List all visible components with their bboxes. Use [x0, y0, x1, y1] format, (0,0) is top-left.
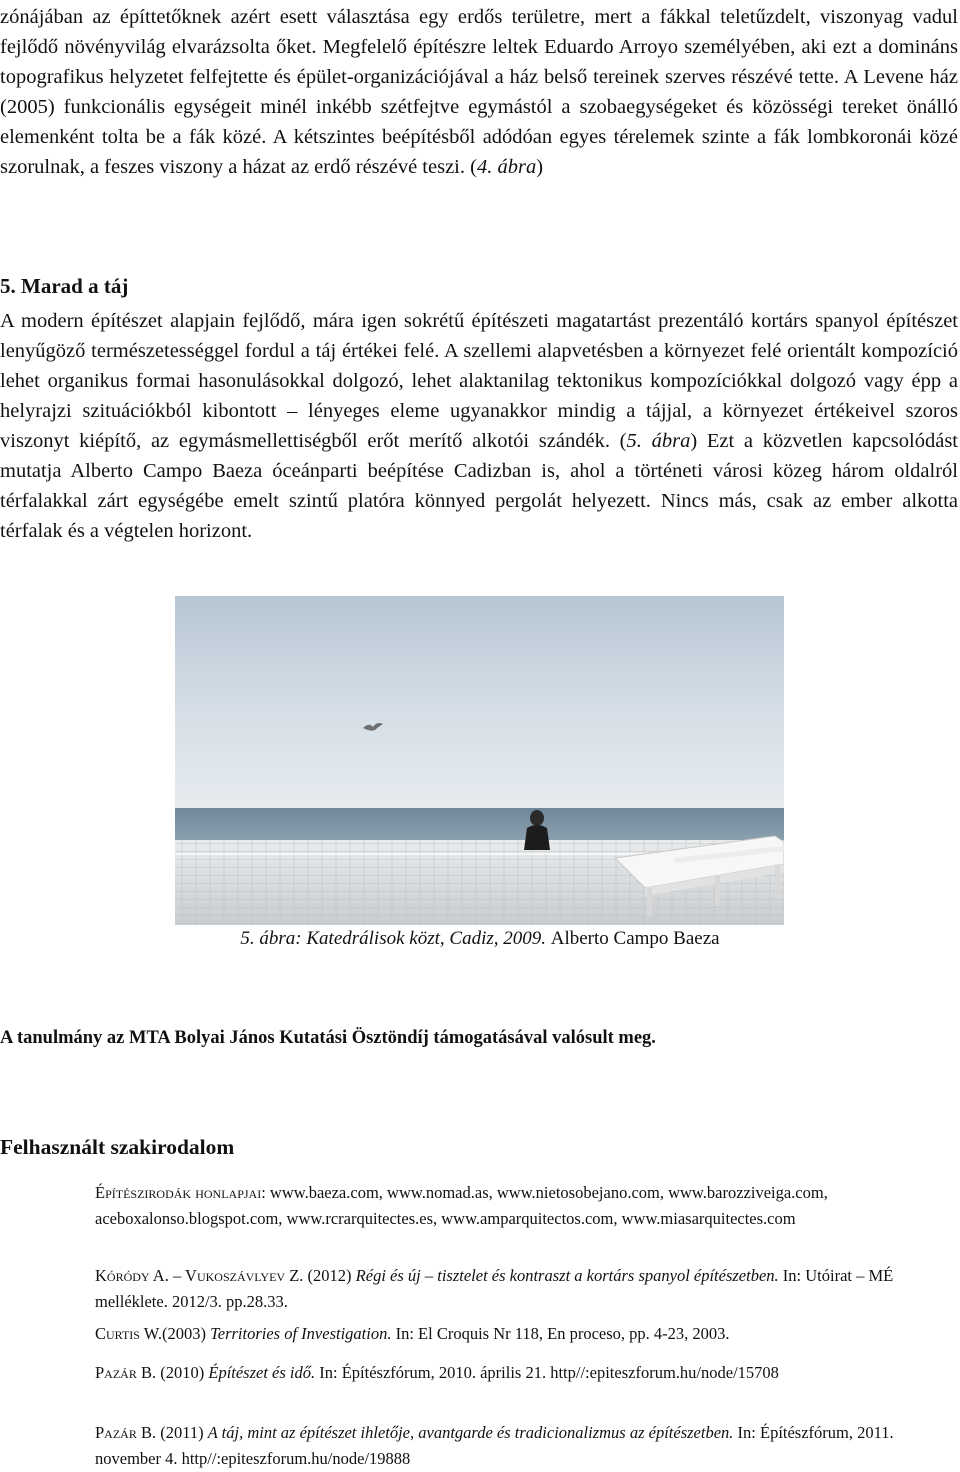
body-paragraph-2 — [0, 306, 958, 546]
reference-3-author: Curtis W. — [95, 1324, 162, 1343]
reference-4 — [95, 1360, 955, 1386]
reference-5 — [95, 1420, 955, 1472]
references-title: Felhasznált szakirodalom — [0, 1135, 235, 1159]
reference-4-author: Pazár B. — [95, 1363, 157, 1382]
reference-4-year: (2010) — [156, 1363, 209, 1382]
paragraph-1-end: ) — [536, 156, 544, 178]
reference-5-year: (2011) — [156, 1423, 208, 1442]
figure-caption-title: 5. ábra: Katedrálisok közt, Cadiz, 2009. — [240, 928, 546, 949]
reference-2-title: Régi és új – tisztelet és kontraszt a kortárs spanyol építészetben. — [355, 1266, 779, 1285]
sea — [175, 808, 784, 840]
sky — [175, 596, 784, 808]
paragraph-1-text: zónájában az építtetőknek azért esett választása egy erdős területre, mert a fákkal teletűzdelt, viszonyag vadul fejlődő növényvilág elvarázsolta őket. Megfelelő építészre leltek Eduardo Arroyo személyében, aki ezt a domináns topografikus helyzetet felfejtette és épület-organizációjával a ház belső tereinek szerves részévé tette. A Levene ház (2005) funkcionális egységeit minél inkébb szétfejtve egymástól a szobaegységeket és közösségi tereket önálló elemenként tolta be a fák közé. A kétszintes beépítésből adódóan egyes térelemek szinte a fák lombkoronái közé szorulnak, a feszes viszony a házat az erdő részévé teszi. ( — [0, 6, 958, 178]
reference-2-source: In: Utóirat – MÉ melléklete. 2012/3. pp.28.33. — [95, 1266, 894, 1311]
section-heading: 5. Marad a táj — [0, 274, 129, 298]
funding-note: A tanulmány az MTA Bolyai János Kutatási Ösztöndíj támogatásával valósult meg. — [0, 1028, 656, 1048]
reference-5-source: In: Építészfórum, 2011. november 4. http//:epiteszforum.hu/node/19888 — [95, 1423, 894, 1468]
reference-3-source: In: El Croquis Nr 118, En proceso, pp. 4-23, 2003. — [391, 1324, 730, 1343]
reference-4-title: Építészet és idő. — [208, 1363, 316, 1382]
body-paragraph-1 — [0, 2, 958, 182]
photo-illustration — [175, 596, 784, 925]
reference-3-year: (2003) — [161, 1324, 211, 1343]
figure-caption-author: Alberto Campo Baeza — [550, 928, 720, 949]
reference-2 — [95, 1263, 955, 1315]
reference-1-author: Építészirodák honlapjai — [95, 1183, 262, 1202]
figure-reference-5: 5. ábra — [626, 430, 691, 452]
reference-5-author: Pazár B. — [95, 1423, 157, 1442]
reference-4-source: In: Építészfórum, 2010. április 21. http//:epiteszforum.hu/node/15708 — [315, 1363, 779, 1382]
paragraph-2-text-b: ) Ezt a közvetlen kapcsolódást mutatja Alberto Campo Baeza óceánparti beépítése Cadizban is, ahol a történeti városi közeg három oldalról térfalakkal zárt egységébe emelt szintű platóra könnyed pergolát helyezett. Nincs más, csak az ember alkotta térfalak és a végtelen horizont. — [0, 430, 959, 542]
reference-1-text: : www.baeza.com, www.nomad.as, www.nietosobejano.com, www.barozziveiga.com, aceboxalonso.blogspot.com, www.rcrarquitectes.es, www.amparquitectos.com, www.miasarquitectes.com — [95, 1183, 828, 1228]
figure-reference-4: 4. ábra — [476, 156, 537, 178]
reference-1 — [95, 1180, 955, 1232]
reference-3 — [95, 1321, 955, 1347]
reference-5-title: A táj, mint az építészet ihletője, avantgarde és tradicionalizmus az építészetben. — [207, 1423, 734, 1442]
figure-photo-cadiz-plaza — [175, 596, 784, 925]
reference-2-author: Kóródy A. – Vukoszávlyev Z. — [95, 1266, 304, 1285]
reference-3-title: Territories of Investigation. — [210, 1324, 392, 1343]
reference-2-year: (2012) — [303, 1266, 356, 1285]
paragraph-2-text-a: A modern építészet alapjain fejlődő, mára igen sokrétű építészeti magatartást prezentáló kortárs spanyol építészet lenyűgöző természetességgel fordul a táj értékei felé. A szellemi alapvetésben a környezet felé orientált kompozíció lehet organikus formai hasonulásokkal dolgozó, lehet alaktanilag tektonikus kompozíciókkal dolgozó vagy épp a helyrajzi szituációkból kibontott – lényeges eleme ugyanakkor mindig a tájjal, a környezet értékeivel szoros viszonyt kiépítő, az egymásmellettiségből erőt merítő alkotói szándék. ( — [0, 310, 958, 452]
figure-caption — [0, 928, 960, 950]
